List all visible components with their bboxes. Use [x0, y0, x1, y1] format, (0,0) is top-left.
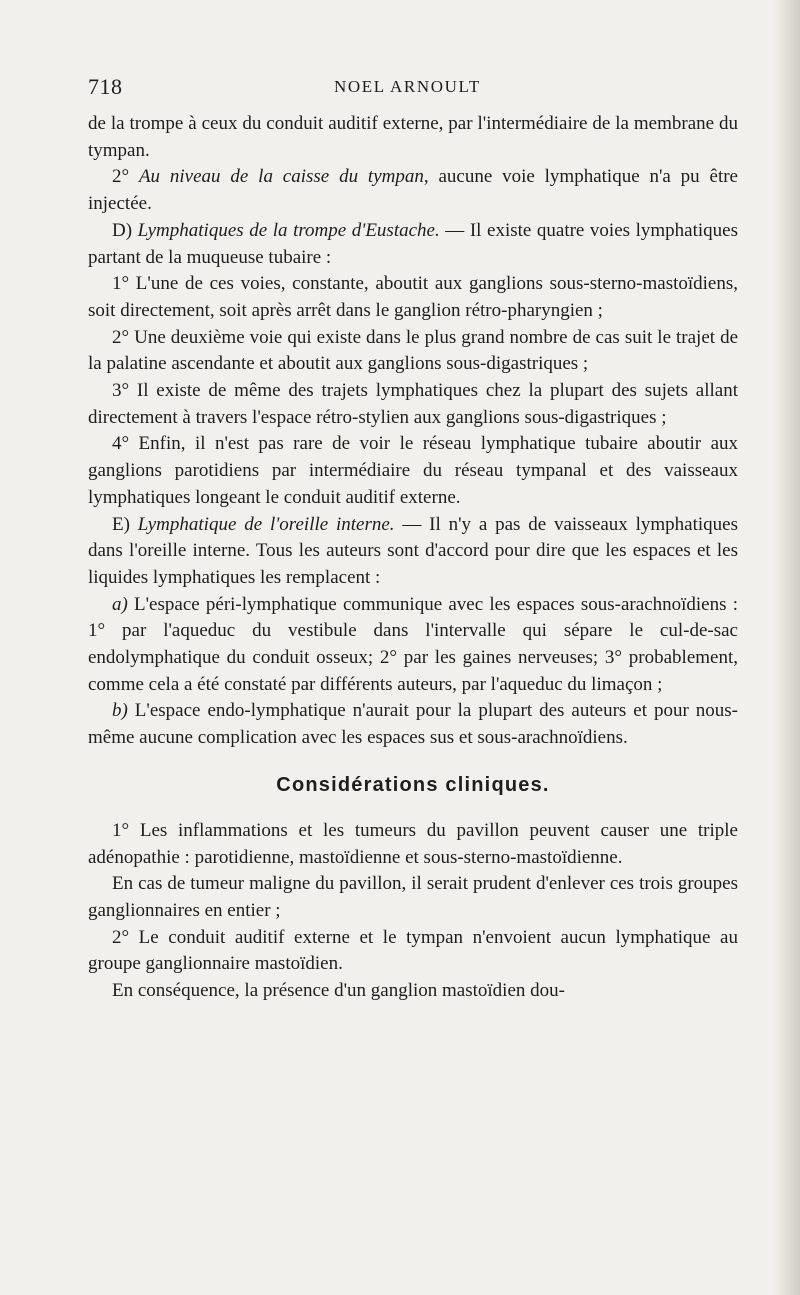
- page-header: [88, 74, 738, 104]
- body-text: [88, 111, 738, 1005]
- page-edge-shadow: [774, 0, 800, 1295]
- paragraph: En conséquence, la présence d'un ganglion mastoïdien dou-: [112, 980, 565, 1002]
- paragraph: 2° Le conduit auditif externe et le tympan n'envoient aucun lymphatique au groupe ganglionnaire mastoïdien.: [88, 926, 738, 975]
- paragraph: 2° Une deuxième voie qui existe dans le plus grand nombre de cas suit le trajet de la palatine ascendante et aboutit aux ganglions sous-digastriques ;: [88, 326, 738, 375]
- paragraph: 3° Il existe de même des trajets lymphatiques chez la plupart des sujets allant directement à travers l'espace rétro-stylien aux ganglions sous-digastriques ;: [88, 380, 738, 428]
- paragraph: 4° Enfin, il n'est pas rare de voir le réseau lymphatique tubaire aboutir aux ganglions parotidiens par intermédiaire du réseau tympanal et des vaisseaux lymphatiques longeant le conduit auditif externe.: [88, 433, 738, 508]
- paragraph: E) Lymphatique de l'oreille interne. — Il n'y a pas de vaisseaux lymphatiques dans l'oreille interne. Tous les auteurs sont d'accord pour dire que les espaces et les liquides lymphatiques les remplacent :: [88, 513, 738, 588]
- paragraph: de la trompe à ceux du conduit auditif externe, par l'intermédiaire de la membrane du tympan.: [88, 113, 738, 161]
- paragraph: b) L'espace endo-lymphatique n'aurait pour la plupart des auteurs et pour nous-même aucune complication avec les espaces sus et sous-arachnoïdiens.: [88, 700, 738, 749]
- paragraph: a) L'espace péri-lymphatique communique avec les espaces sous-arachnoïdiens : 1° par l'aqueduc du vestibule dans l'intervalle qui sépare le cul-de-sac endolymphatique du conduit osseux; 2° par les gaines nerveuses; 3° probablement, comme cela a été constaté par différents auteurs, par l'aqueduc du limaçon ;: [88, 593, 738, 695]
- page-number: 718: [88, 74, 123, 99]
- running-head: NOEL ARNOULT: [334, 77, 481, 96]
- paragraph: D) Lymphatiques de la trompe d'Eustache. — Il existe quatre voies lymphatiques partant de la muqueuse tubaire :: [88, 219, 738, 268]
- paragraph: 2° Au niveau de la caisse du tympan, aucune voie lymphatique n'a pu être injectée.: [88, 166, 738, 215]
- section-heading: Considérations cliniques.: [276, 773, 550, 796]
- paragraph: 1° L'une de ces voies, constante, aboutit aux ganglions sous-sterno-mastoïdiens, soit directement, soit après arrêt dans le ganglion rétro-pharyngien ;: [88, 273, 738, 321]
- paragraph: 1° Les inflammations et les tumeurs du pavillon peuvent causer une triple adénopathie : parotidienne, mastoïdienne et sous-sterno-mastoïdienne.: [88, 819, 738, 868]
- paragraph: En cas de tumeur maligne du pavillon, il serait prudent d'enlever ces trois groupes ganglionnaires en entier ;: [88, 873, 738, 921]
